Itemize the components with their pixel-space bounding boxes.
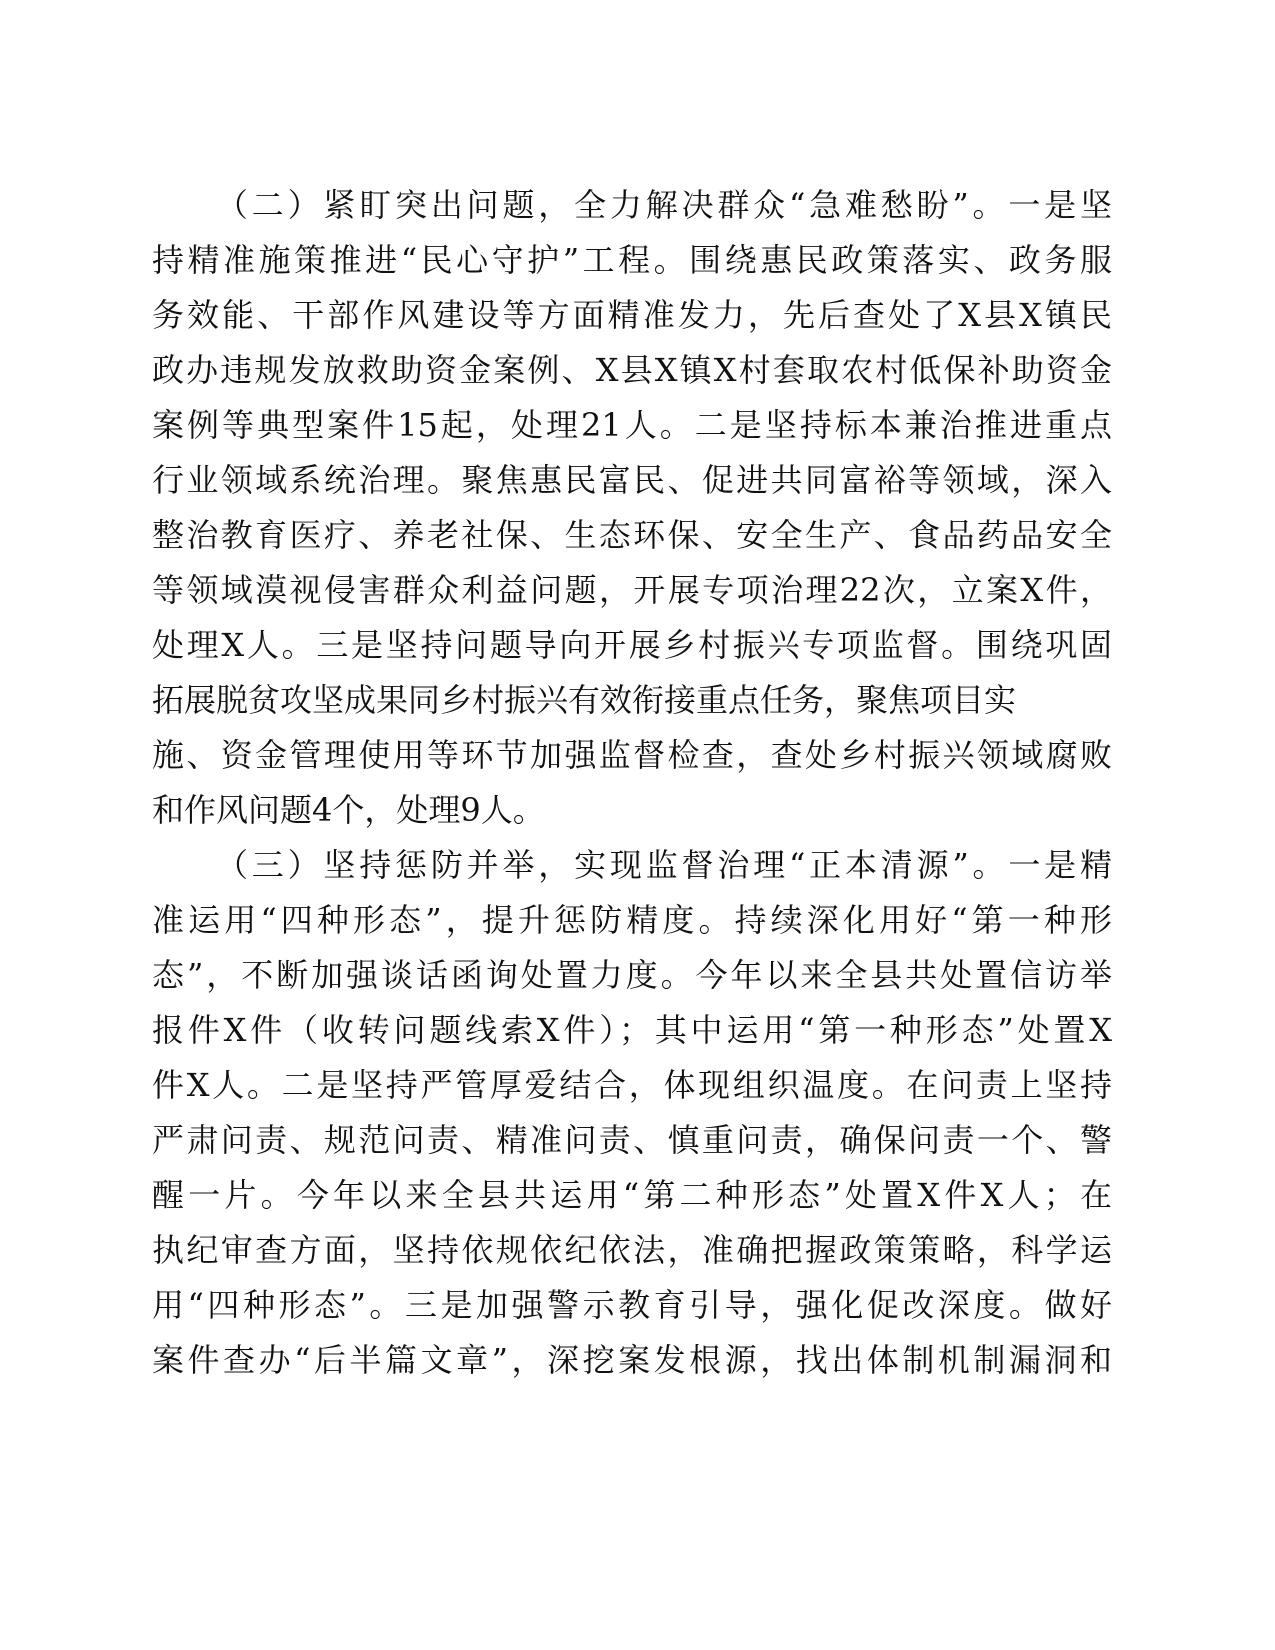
paragraph-1-line: 政办违规发放救助资金案例、X县X镇X村套取农村低保补助资金 [152,351,1112,389]
paragraph-1-line: 持精准施策推进“民心守护”工程。围绕惠民政策落实、政务服 [152,241,1112,279]
paragraph-2-line: 严肃问责、规范问责、精准问责、慎重问责，确保问责一个、警 [152,1121,1112,1159]
paragraph-1-line: 案例等典型案件15起，处理21人。二是坚持标本兼治推进重点 [152,406,1112,444]
paragraph-2-line: 件X人。二是坚持严管厚爱结合，体现组织温度。在问责上坚持 [152,1066,1112,1104]
paragraph-2-line: 报件X件（收转问题线索X件）；其中运用“第一种形态”处置X [152,1011,1112,1049]
paragraph-2-line: 案件查办“后半篇文章”，深挖案发根源，找出体制机制漏洞和 [152,1341,1112,1379]
paragraph-1-line: 行业领域系统治理。聚焦惠民富民、促进共同富裕等领域，深入 [152,461,1112,499]
paragraph-1-line: 整治教育医疗、养老社保、生态环保、安全生产、食品药品安全 [152,516,1112,554]
paragraph-2-line: （三）坚持惩防并举，实现监督治理“正本清源”。一是精 [216,846,1112,884]
paragraph-1-line: 处理X人。三是坚持问题导向开展乡村振兴专项监督。围绕巩固 [152,626,1112,664]
paragraph-2-line: 执纪审查方面，坚持依规依纪依法，准确把握政策策略，科学运 [152,1231,1112,1269]
paragraph-2-line: 态”，不断加强谈话函询处置力度。今年以来全县共处置信访举 [152,956,1112,994]
paragraph-2-line: 准运用“四种形态”，提升惩防精度。持续深化用好“第一种形 [152,901,1112,939]
paragraph-1-line: （二）紧盯突出问题，全力解决群众“急难愁盼”。一是坚 [216,186,1112,224]
paragraph-1-line: 拓展脱贫攻坚成果同乡村振兴有效衔接重点任务，聚焦项目实 [152,681,1017,719]
paragraph-1-line: 务效能、干部作风建设等方面精准发力，先后查处了X县X镇民 [152,296,1112,334]
paragraph-1-line: 施、资金管理使用等环节加强监督检查，查处乡村振兴领域腐败 [152,736,1112,774]
paragraph-1-line: 和作风问题4个，处理9人。 [152,791,545,829]
paragraph-2-line: 用“四种形态”。三是加强警示教育引导，强化促改深度。做好 [152,1286,1112,1324]
paragraph-2-line: 醒一片。今年以来全县共运用“第二种形态”处置X件X人；在 [152,1176,1112,1214]
paragraph-1-line: 等领域漠视侵害群众利益问题，开展专项治理22次，立案X件， [152,571,1112,609]
